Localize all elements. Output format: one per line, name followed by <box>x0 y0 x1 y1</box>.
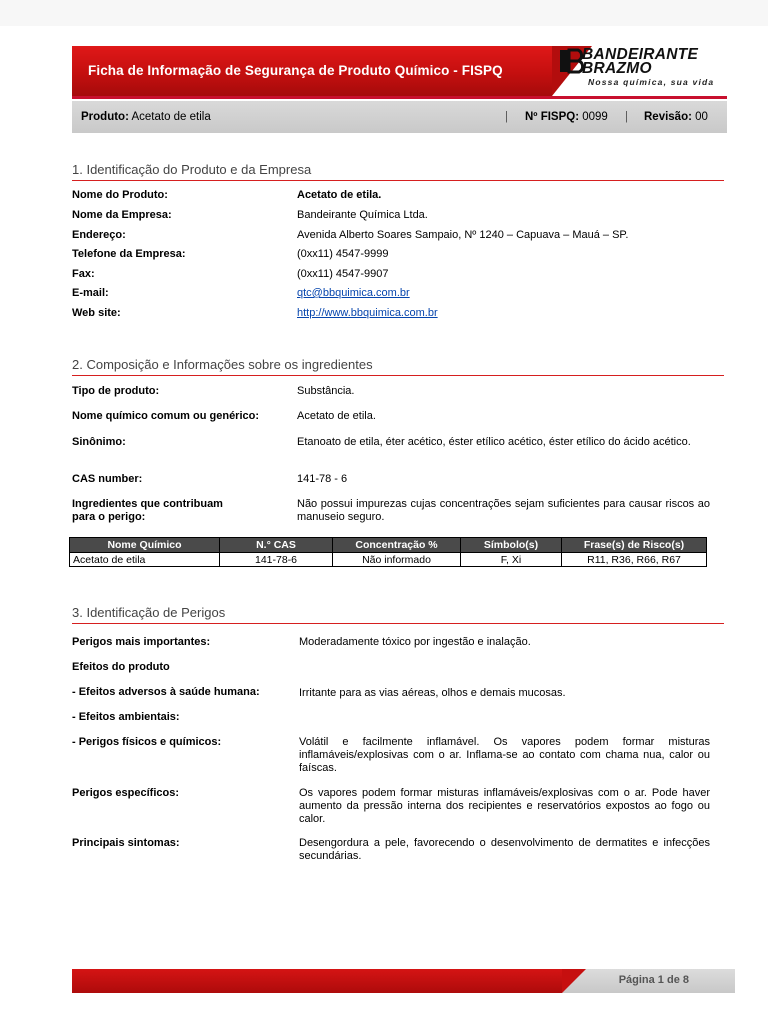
field-value: Volátil e facilmente inflamável. Os vapores podem formar misturas inflamáveis/explosivas com o ar. Inflama-se ao contato com chama nua, calor ou faíscas. <box>299 736 710 774</box>
document-title: Ficha de Informação de Segurança de Produto Químico - FISPQ <box>88 63 503 78</box>
revision-value: 00 <box>695 111 708 123</box>
document-header <box>72 46 727 96</box>
table-row <box>70 553 707 567</box>
field-value: Irritante para as vias aéreas, olhos e demais mucosas. <box>299 687 566 699</box>
field-value <box>297 189 710 202</box>
separator: | <box>625 111 628 123</box>
product-field <box>81 101 211 133</box>
fispq-number-field <box>525 101 608 133</box>
field-label: Tipo de produto: <box>72 385 160 397</box>
table-cell: 141-78-6 <box>220 553 333 567</box>
section-3-title: 3. Identificação de Perigos <box>72 605 724 624</box>
field-label: E-mail: <box>72 287 109 299</box>
field-label: Web site: <box>72 307 121 319</box>
field-label: Sinônimo: <box>72 436 126 448</box>
footer-red-band <box>72 969 562 993</box>
field-label: - Efeitos ambientais: <box>72 711 180 723</box>
product-info-bar <box>72 101 727 133</box>
table-header-row <box>70 538 707 553</box>
column-header: Frase(s) de Risco(s) <box>562 538 707 553</box>
field-label: Telefone da Empresa: <box>72 248 186 260</box>
field-label: Nome químico comum ou genérico: <box>72 410 260 422</box>
column-header: Nome Químico <box>70 538 220 553</box>
footer-gray-band <box>562 969 735 993</box>
product-name-value: Acetato de etila. <box>297 189 382 201</box>
field-label: Ingredientes que contribuam para o perigo: <box>72 498 223 523</box>
revision-label: Revisão: <box>644 111 692 123</box>
field-value: Bandeirante Química Ltda. <box>297 209 428 221</box>
field-value: Não possui impurezas cujas concentrações sejam suficientes para causar riscos ao manuseio seguro. <box>297 498 710 523</box>
field-label: Principais sintomas: <box>72 837 180 849</box>
column-header: Símbolo(s) <box>461 538 562 553</box>
fispq-label: Nº FISPQ: <box>525 111 580 123</box>
field-value: Substância. <box>297 385 355 397</box>
field-value: Os vapores podem formar misturas inflamáveis/explosivas com o ar. Pode haver aumento da pressão interna dos recipientes e reservatórios expostos ao fogo ou calor. <box>299 787 710 825</box>
header-divider <box>72 96 727 99</box>
column-header: Concentração % <box>333 538 461 553</box>
header-title-band <box>72 46 552 96</box>
field-value: 141-78 - 6 <box>297 473 348 485</box>
field-value: Acetato de etila. <box>297 410 376 422</box>
field-label: CAS number: <box>72 473 143 485</box>
field-label: - Efeitos adversos à saúde humana: <box>72 686 260 698</box>
field-value: Avenida Alberto Soares Sampaio, Nº 1240 – Capuava – Mauá – SP. <box>297 229 629 241</box>
table-cell: F, Xi <box>461 553 562 567</box>
field-value: Moderadamente tóxico por ingestão e inalação. <box>299 636 531 648</box>
section-1-title: 1. Identificação do Produto e da Empresa <box>72 162 724 181</box>
field-value <box>297 307 710 320</box>
field-value: (0xx11) 4547-9999 <box>297 248 389 260</box>
table-cell: R11, R36, R66, R67 <box>562 553 707 567</box>
separator: | <box>505 111 508 123</box>
revision-field <box>644 101 708 133</box>
table-cell: Não informado <box>333 553 461 567</box>
field-value: (0xx11) 4547-9907 <box>297 268 389 280</box>
page-footer <box>72 969 735 993</box>
fispq-value: 0099 <box>582 111 608 123</box>
field-label: Fax: <box>72 268 95 280</box>
field-value <box>297 287 710 300</box>
logo-brand-line2: BRAZMO <box>582 60 652 77</box>
field-label: Perigos mais importantes: <box>72 636 211 648</box>
page-top-margin <box>0 0 768 26</box>
section-2-title: 2. Composição e Informações sobre os ingredientes <box>72 357 724 376</box>
logo-tagline: Nossa química, sua vida <box>588 77 715 87</box>
table-cell: Acetato de etila <box>70 553 220 567</box>
field-label: Nome da Empresa: <box>72 209 172 221</box>
website-link[interactable]: http://www.bbquimica.com.br <box>297 307 438 319</box>
column-header: N.° CAS <box>220 538 333 553</box>
product-label: Produto: <box>81 111 129 123</box>
field-label: Perigos específicos: <box>72 787 179 799</box>
page-number: Página 1 de 8 <box>618 974 689 986</box>
field-label: Efeitos do produto <box>72 661 170 673</box>
company-logo <box>560 46 727 96</box>
field-label: - Perigos físicos e químicos: <box>72 736 222 748</box>
field-label: Nome do Produto: <box>72 189 168 201</box>
product-value: Acetato de etila <box>131 111 211 123</box>
logo-brand-line1: BANDEIRANTE <box>582 46 699 63</box>
ingredients-table <box>69 537 707 567</box>
email-link[interactable]: qtc@bbquimica.com.br <box>297 287 410 299</box>
field-label: Endereço: <box>72 229 126 241</box>
field-value: Desengordura a pele, favorecendo o desenvolvimento de dermatites e infecções secundárias. <box>299 837 710 862</box>
field-value: Etanoato de etila, éter acético, éster etílico acético, éster etílico do ácido acético. <box>297 436 691 448</box>
